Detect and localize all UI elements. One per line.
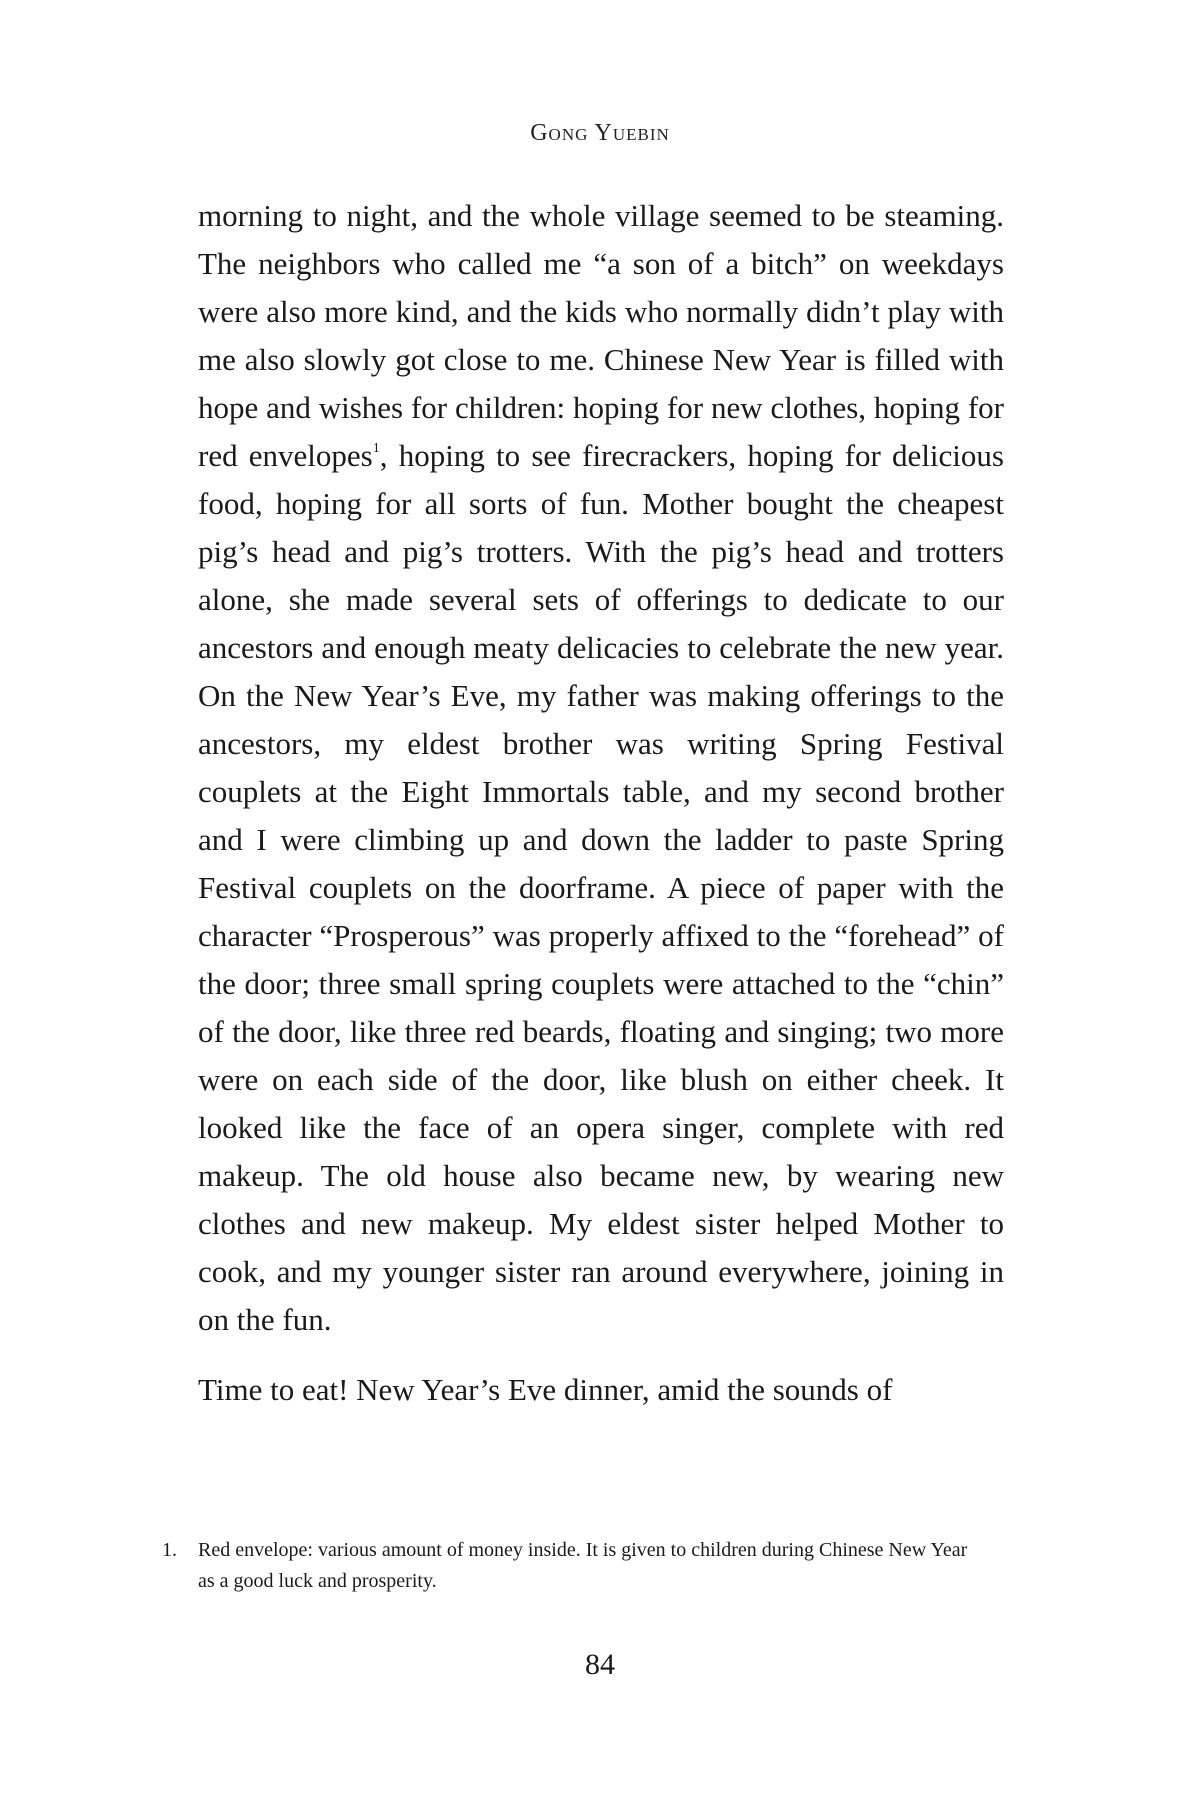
footnote-number: 1. (162, 1539, 177, 1561)
paragraph-2: Time to eat! New Year’s Eve dinner, amid the sounds of (198, 1372, 893, 1407)
page-number: 84 (585, 1648, 615, 1681)
paragraph-1 (198, 192, 1004, 1344)
running-head: Gong Yuebin (530, 120, 670, 146)
footnote-text: Red envelope: various amount of money inside. It is given to children during Chinese New Year as a good luck and prosperity. (198, 1539, 968, 1592)
paragraph-1-text-a: morning to night, and the whole village seemed to be steaming. The neighbors who called me “a son of a bitch” on weekdays were also more kind, and the kids who normally didn’t play with me also slowly got close to me. Chinese New Year is filled with hope and wishes for children: hoping for new clothes, hoping for red envelopes (198, 198, 1004, 473)
body-text (198, 192, 1004, 1414)
paragraph-1-text-b: , hoping to see firecrackers, hoping for delicious food, hoping for all sorts of fun. Mother bought the cheapest pig’s head and pig’s trotters. With the pig’s head and trotters alone, she made several sets of offerings to dedicate to our ancestors and enough meaty delicacies to celebrate the new year. On the New Year’s Eve, my father was making offerings to the ancestors, my eldest brother was writing Spring Festival couplets at the Eight Immortals table, and my second brother and I were climbing up and down the ladder to paste Spring Festival couplets on the doorframe. A piece of paper with the character “Prosperous” was properly affixed to the “forehead” of the door; three small spring couplets were attached to the “chin” of the door, like three red beards, floating and singing; two more were on each side of the door, like blush on either cheek. It looked like the face of an opera singer, complete with red makeup. The old house also became new, by wearing new clothes and new makeup. My eldest sister helped Mother to cook, and my younger sister ran around everywhere, joining in on the fun. (198, 438, 1004, 1337)
footnote-reference-1[interactable]: 1 (372, 441, 380, 456)
footnote-1 (162, 1535, 982, 1597)
footnotes (162, 1535, 982, 1597)
